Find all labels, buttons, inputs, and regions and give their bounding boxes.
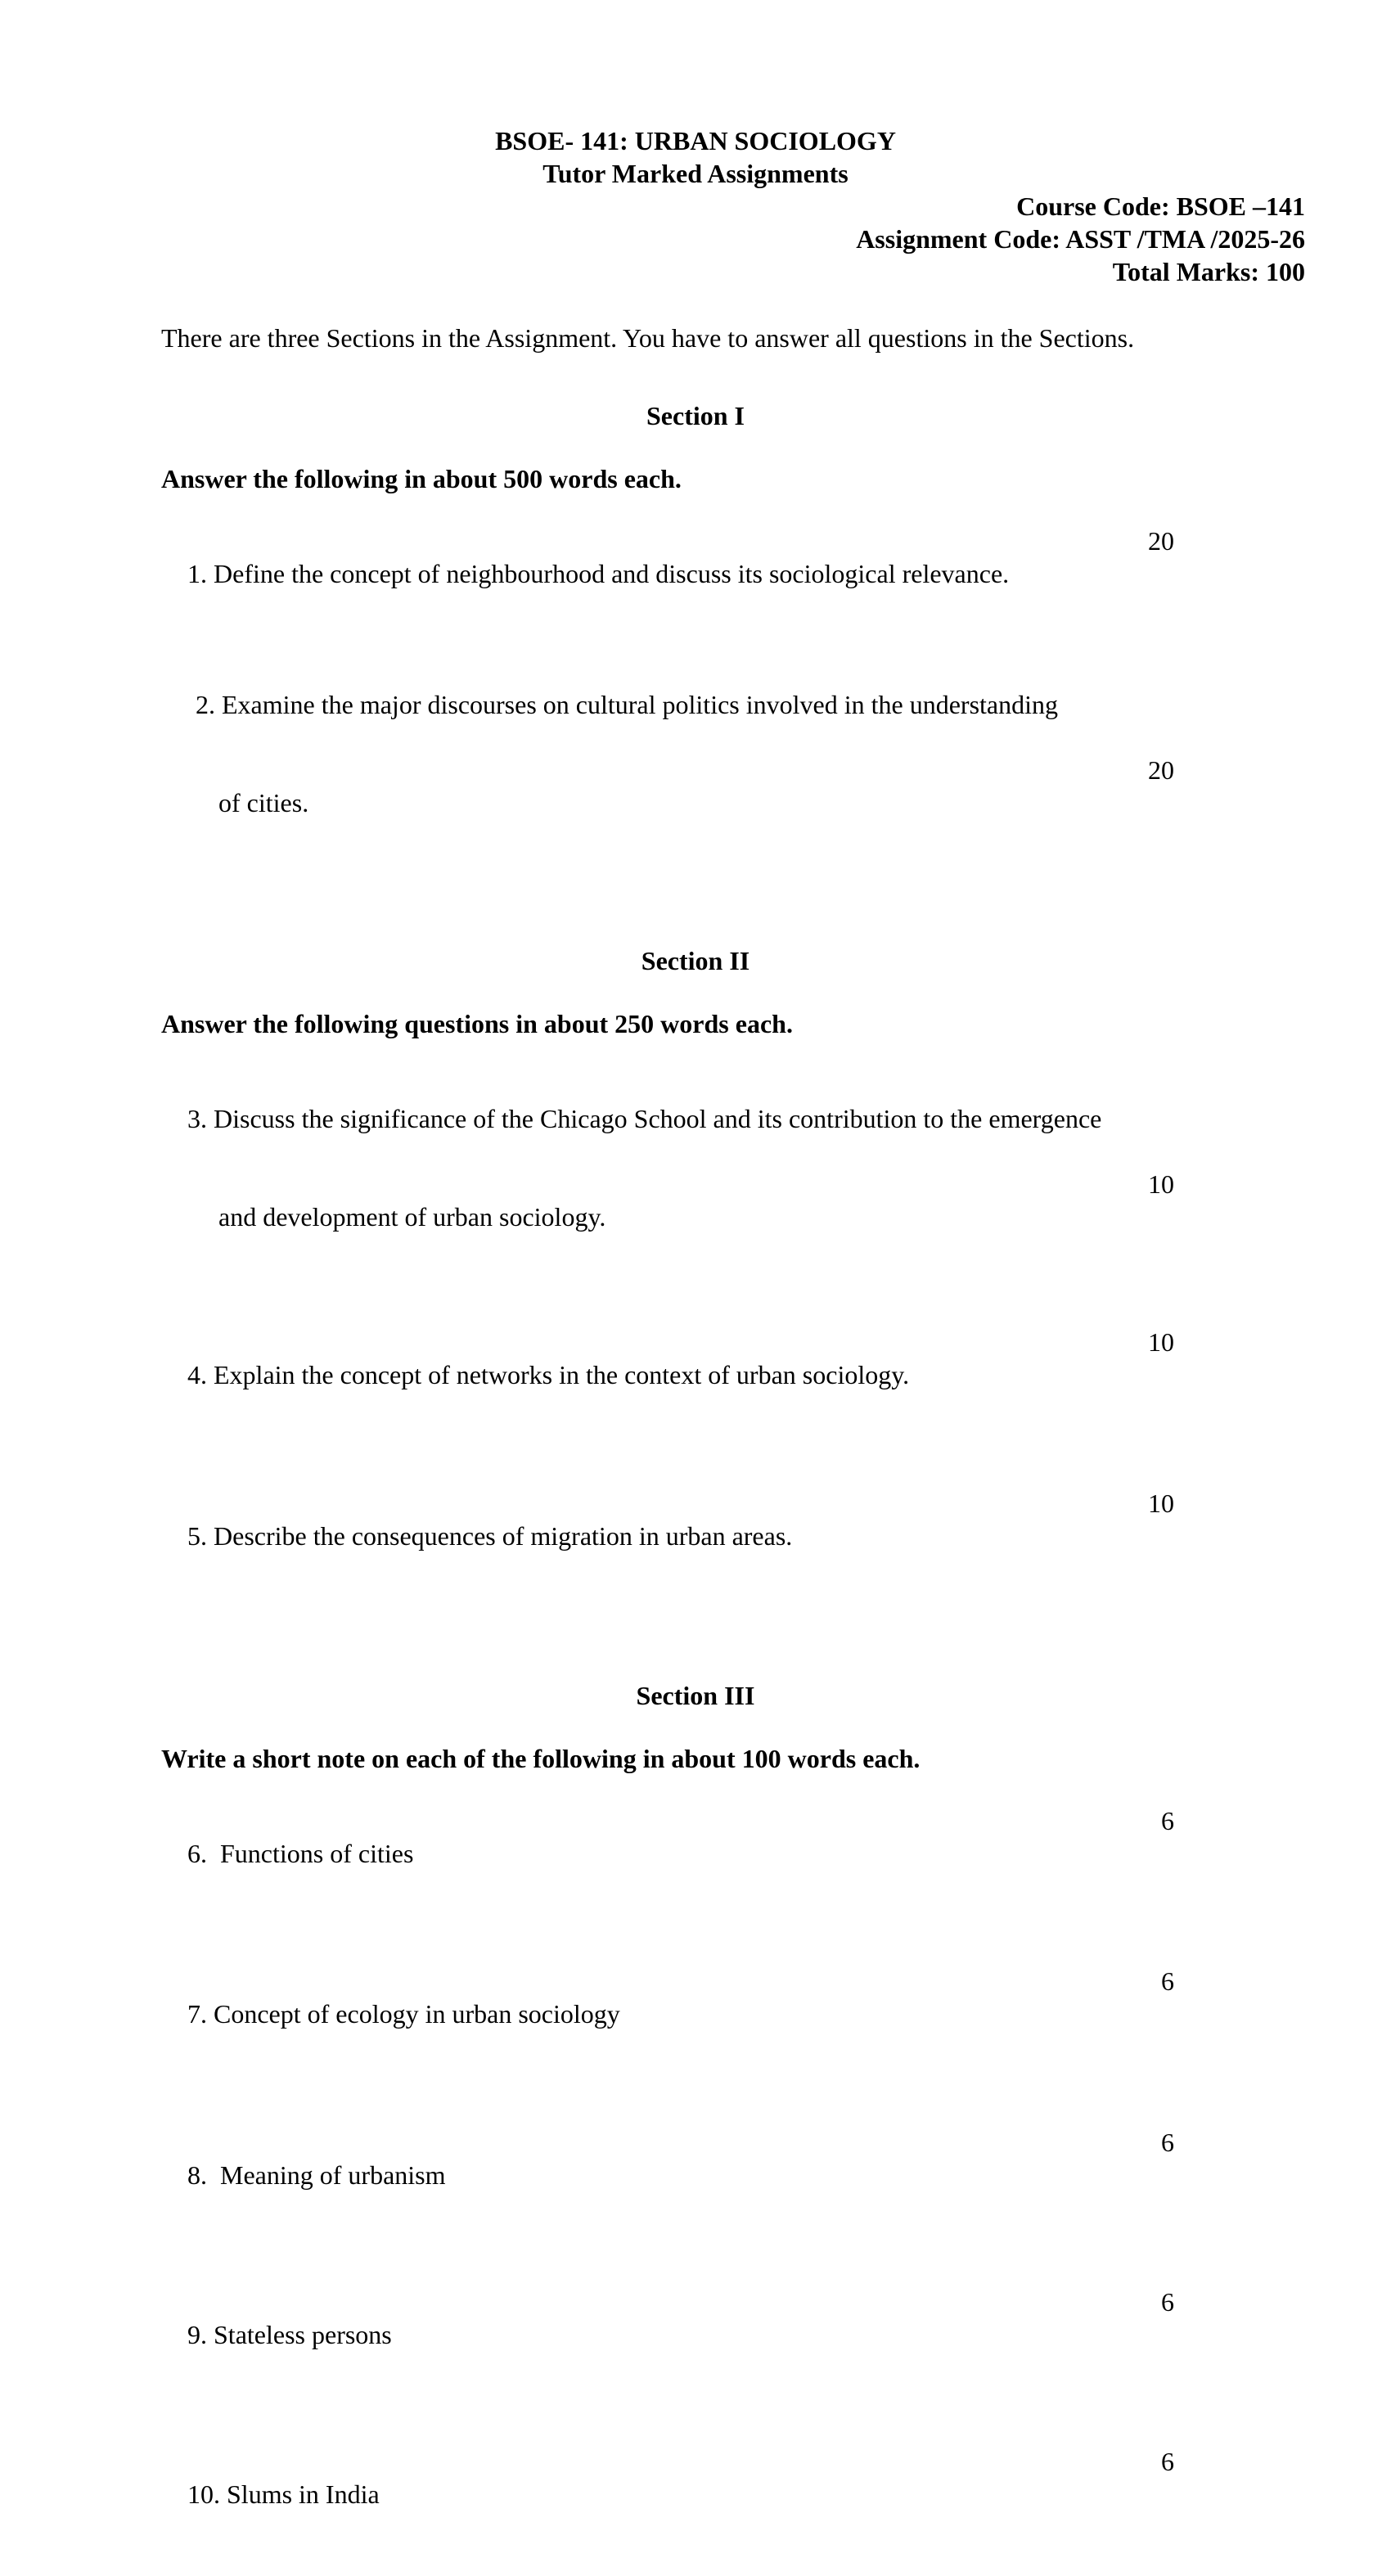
question-row (0, 655, 1391, 754)
question-text: of cities. (218, 788, 309, 817)
assignment-code-line: Assignment Code: ASST /TMA /2025-26 (856, 224, 1305, 254)
section-instruction-2: Answer the following questions in about 250 words each. (161, 1009, 793, 1038)
question-row (0, 1070, 1391, 1168)
question-marks: 10 (1148, 1488, 1174, 1518)
question-row (0, 2286, 1391, 2416)
question-row (0, 1168, 1391, 1299)
question-text: 3. Discuss the significance of the Chicago School and its contribution to the emergence (187, 1104, 1102, 1133)
question-text: 4. Explain the concept of networks in the context of urban sociology. (187, 1360, 910, 1389)
question-marks: 6 (1161, 2128, 1174, 2157)
question-text: 5. Describe the consequences of migration in urban areas. (187, 1521, 793, 1551)
question-row (0, 1326, 1391, 1457)
course-code-line: Course Code: BSOE –141 (1016, 191, 1305, 221)
question-marks: 6 (1161, 1806, 1174, 1835)
question-row (0, 2126, 1391, 2257)
question-text: 9. Stateless persons (187, 2320, 392, 2349)
question-text: 1. Define the concept of neighbourhood and discuss its sociological relevance. (187, 559, 1010, 588)
question-row (0, 1965, 1391, 2096)
question-row (0, 2445, 1391, 2576)
question-text: 2. Examine the major discourses on cultural politics involved in the understanding (196, 690, 1058, 719)
question-marks: 20 (1148, 526, 1174, 556)
question-marks: 10 (1148, 1327, 1174, 1357)
question-row (0, 525, 1391, 655)
question-row (0, 754, 1391, 885)
question-text: 6. Functions of cities (187, 1839, 414, 1868)
question-text: 10. Slums in India (187, 2479, 380, 2509)
question-marks: 6 (1161, 2447, 1174, 2476)
question-row (0, 1487, 1391, 1618)
question-marks: 10 (1148, 1169, 1174, 1199)
document-title: BSOE- 141: URBAN SOCIOLOGY (495, 126, 896, 155)
question-marks: 6 (1161, 1966, 1174, 1996)
question-text: 7. Concept of ecology in urban sociology (187, 1999, 620, 2029)
section-instruction-1: Answer the following in about 500 words each. (161, 464, 682, 493)
document-subtitle: Tutor Marked Assignments (542, 159, 849, 188)
intro-text: There are three Sections in the Assignment. You have to answer all questions in the Sections. (161, 323, 1135, 353)
question-marks: 6 (1161, 2287, 1174, 2317)
section-title-1: Section I (646, 401, 745, 430)
section-title-2: Section II (641, 946, 750, 975)
question-row (0, 1804, 1391, 1935)
question-text: and development of urban sociology. (218, 1202, 606, 1232)
question-marks: 20 (1148, 755, 1174, 785)
section-instruction-3: Write a short note on each of the following in about 100 words each. (161, 1744, 921, 1773)
section-title-3: Section III (636, 1681, 755, 1710)
question-text: 8. Meaning of urbanism (187, 2160, 446, 2190)
total-marks-line: Total Marks: 100 (1112, 257, 1305, 286)
